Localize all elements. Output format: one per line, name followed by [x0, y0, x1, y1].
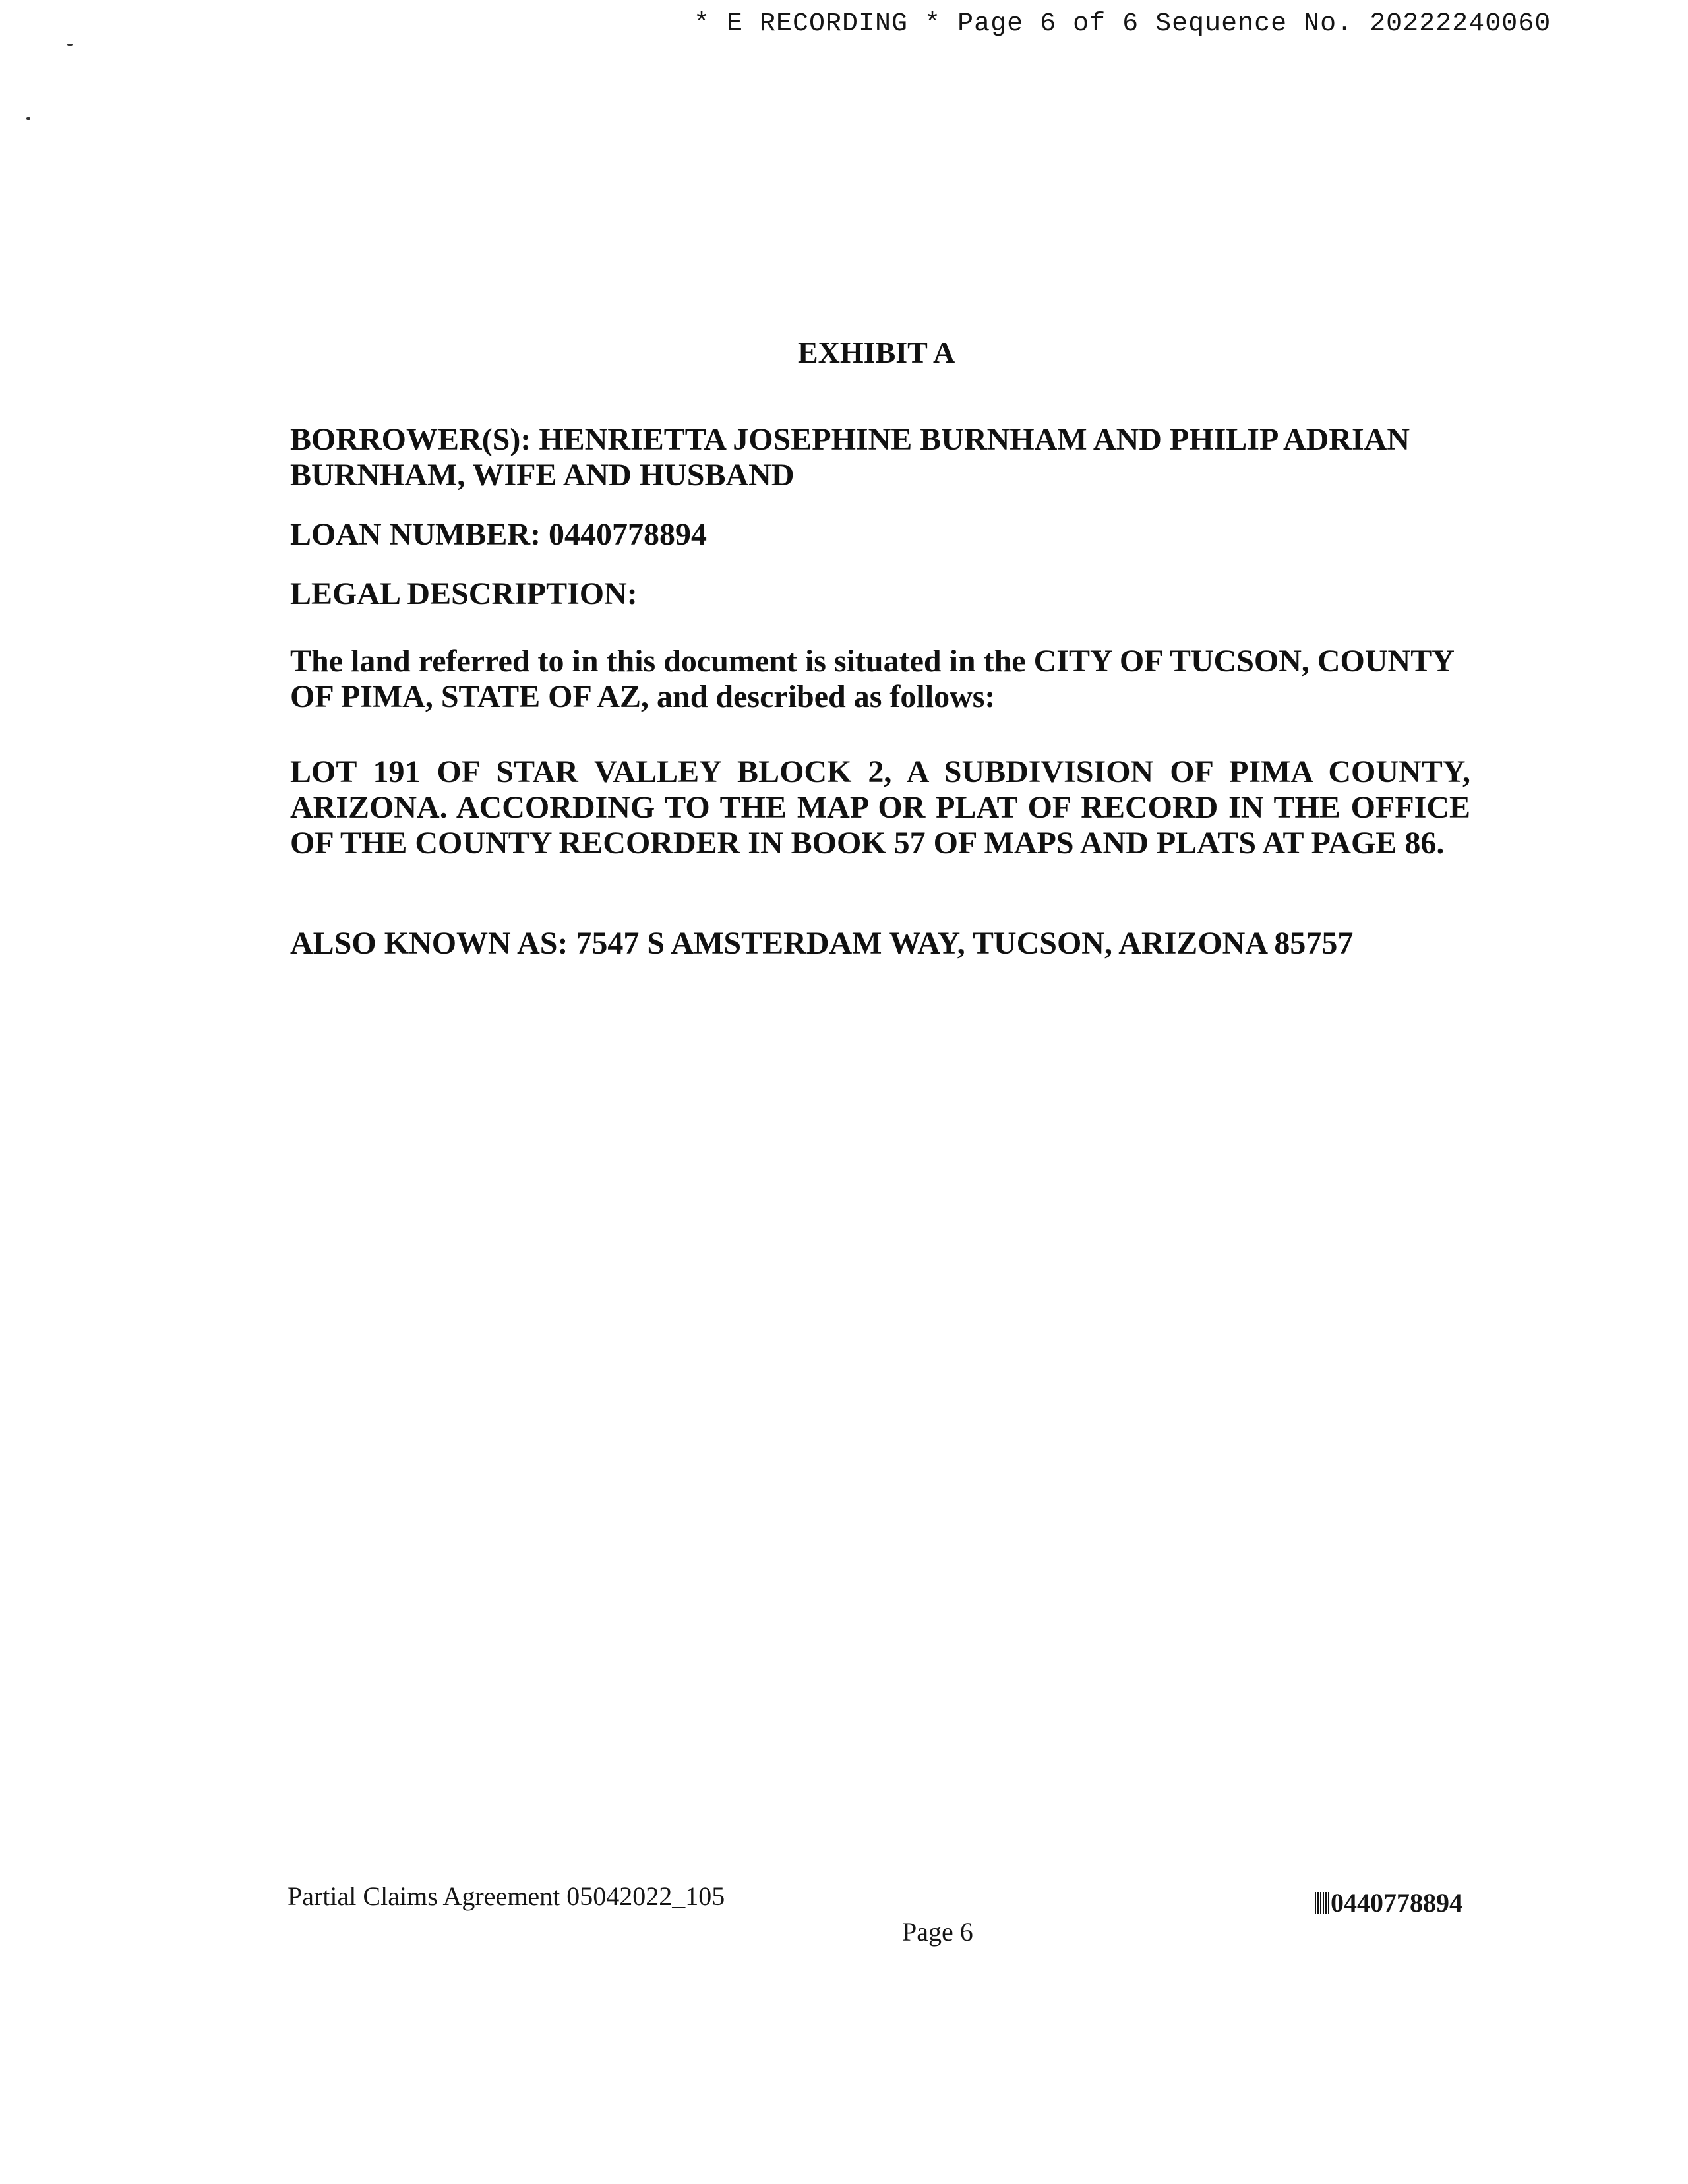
barcode-number: 0440778894	[1331, 1888, 1462, 1918]
land-intro-paragraph: The land referred to in this document is situated in the CITY OF TUCSON, COUNTY OF PIMA, STATE OF AZ, and described as follows:	[290, 644, 1454, 714]
also-known-as-address: ALSO KNOWN AS: 7547 S AMSTERDAM WAY, TUCSON, ARIZONA 85757	[290, 926, 1354, 961]
footer-document-name: Partial Claims Agreement 05042022_105	[287, 1881, 725, 1911]
scan-speck	[67, 44, 73, 46]
recording-stamp: * E RECORDING * Page 6 of 6 Sequence No. 20222240060	[694, 9, 1552, 39]
exhibit-title: EXHIBIT A	[798, 336, 955, 369]
footer-barcode	[1315, 1887, 1462, 1918]
scan-speck	[26, 117, 30, 120]
borrowers-line: BORROWER(S): HENRIETTA JOSEPHINE BURNHAM AND PHILIP ADRIAN BURNHAM, WIFE AND HUSBAND	[290, 422, 1410, 493]
loan-number: LOAN NUMBER: 0440778894	[290, 517, 707, 552]
footer-page-number: Page 6	[902, 1917, 973, 1947]
lot-description-paragraph: LOT 191 OF STAR VALLEY BLOCK 2, A SUBDIVISION OF PIMA COUNTY, ARIZONA. ACCORDING TO THE MAP OR PLAT OF RECORD IN THE OFFICE OF THE COUNTY RECORDER IN BOOK 57 OF MAPS AND PLATS AT PAGE 86.	[290, 754, 1470, 861]
legal-description-heading: LEGAL DESCRIPTION:	[290, 576, 638, 611]
barcode-icon	[1315, 1892, 1329, 1914]
